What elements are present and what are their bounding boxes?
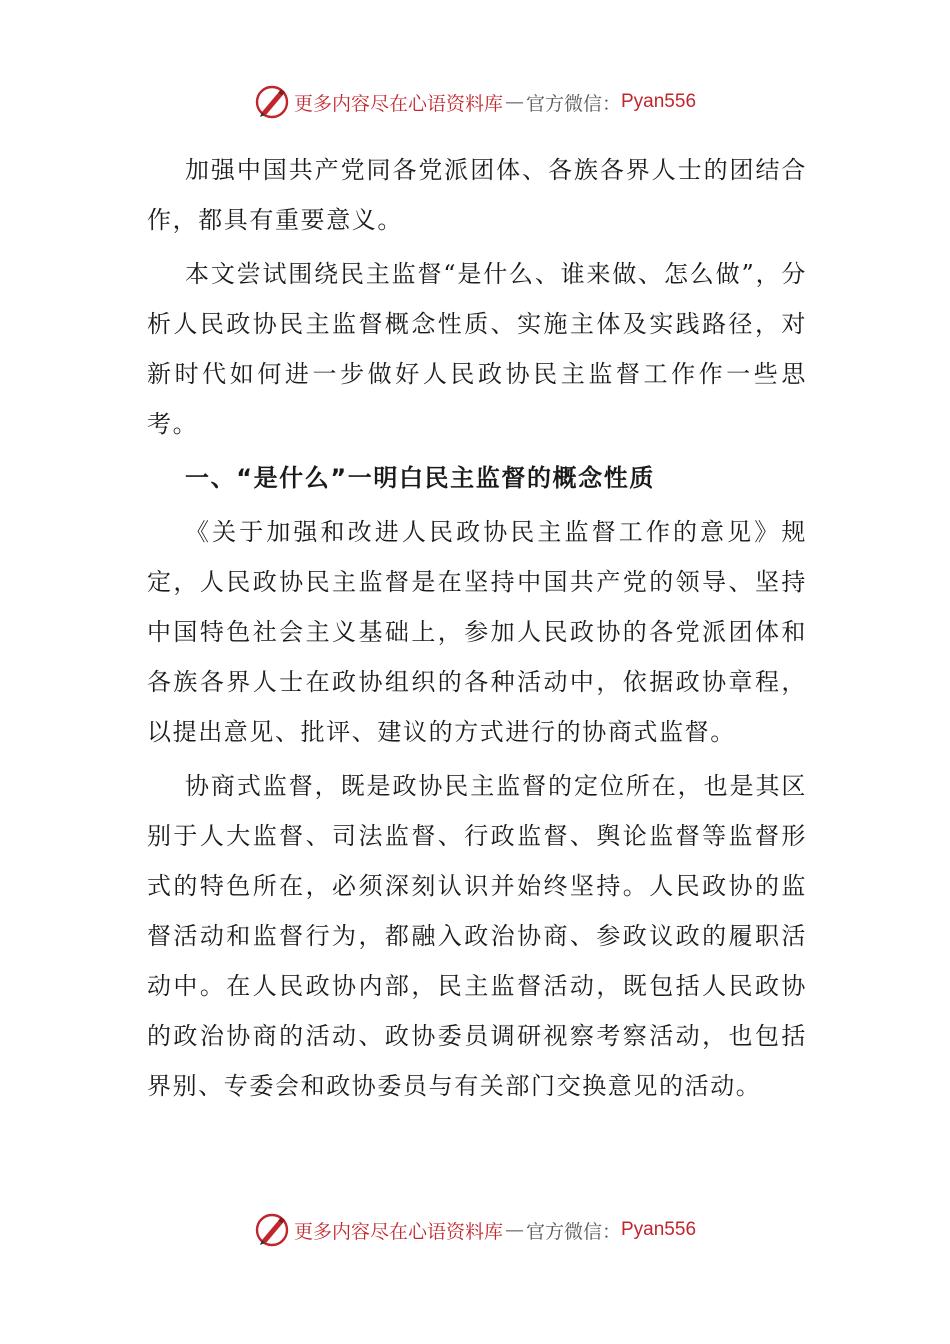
paragraph-4: 协商式监督，既是政协民主监督的定位所在，也是其区别于人大监督、司法监督、行政监督、舆论监督等监督形式的特色所在，必须深刻认识并始终坚持。人民政协的监督活动和监督行为，都融入政治协商、参政议政的履职活动中。在人民政协内部，民主监督活动，既包括人民政协的政治协商的活动、政协委员调研视察考察活动，也包括界别、专委会和政协委员与有关部门交换意见的活动。 (147, 772, 807, 1100)
banner-wechat-label: 官方微信： (525, 1220, 621, 1243)
banner-wechat-label: 官方微信： (525, 92, 621, 115)
header-banner (0, 82, 950, 122)
footer-banner (0, 1210, 950, 1250)
paragraph-1: 加强中国共产党同各党派团体、各族各界人士的团结合作，都具有重要意义。 (147, 156, 807, 234)
banner-wechat-id: Pyan556 (621, 91, 697, 112)
section-heading-1: 一、“是什么”一明白民主监督的概念性质 (185, 464, 655, 492)
banner-main-text: 更多内容尽在心语资料库 (293, 1220, 503, 1243)
banner-dash: — (504, 1219, 524, 1241)
banner-wechat-id: Pyan556 (621, 1219, 697, 1240)
banner-main-text: 更多内容尽在心语资料库 (293, 92, 503, 115)
pen-logo-icon (254, 84, 290, 120)
pen-logo-icon (254, 1212, 290, 1248)
document-body (147, 145, 807, 1111)
paragraph-3: 《关于加强和改进人民政协民主监督工作的意见》规定，人民政协民主监督是在坚持中国共产党的领导、坚持中国特色社会主义基础上，参加人民政协的各党派团体和各族各界人士在政协组织的各种活动中，依据政协章程，以提出意见、批评、建议的方式进行的协商式监督。 (147, 518, 807, 746)
paragraph-2: 本文尝试围绕民主监督“是什么、谁来做、怎么做”，分析人民政协民主监督概念性质、实施主体及实践路径，对新时代如何进一步做好人民政协民主监督工作作一些思考。 (147, 260, 807, 438)
banner-dash: — (504, 91, 524, 113)
